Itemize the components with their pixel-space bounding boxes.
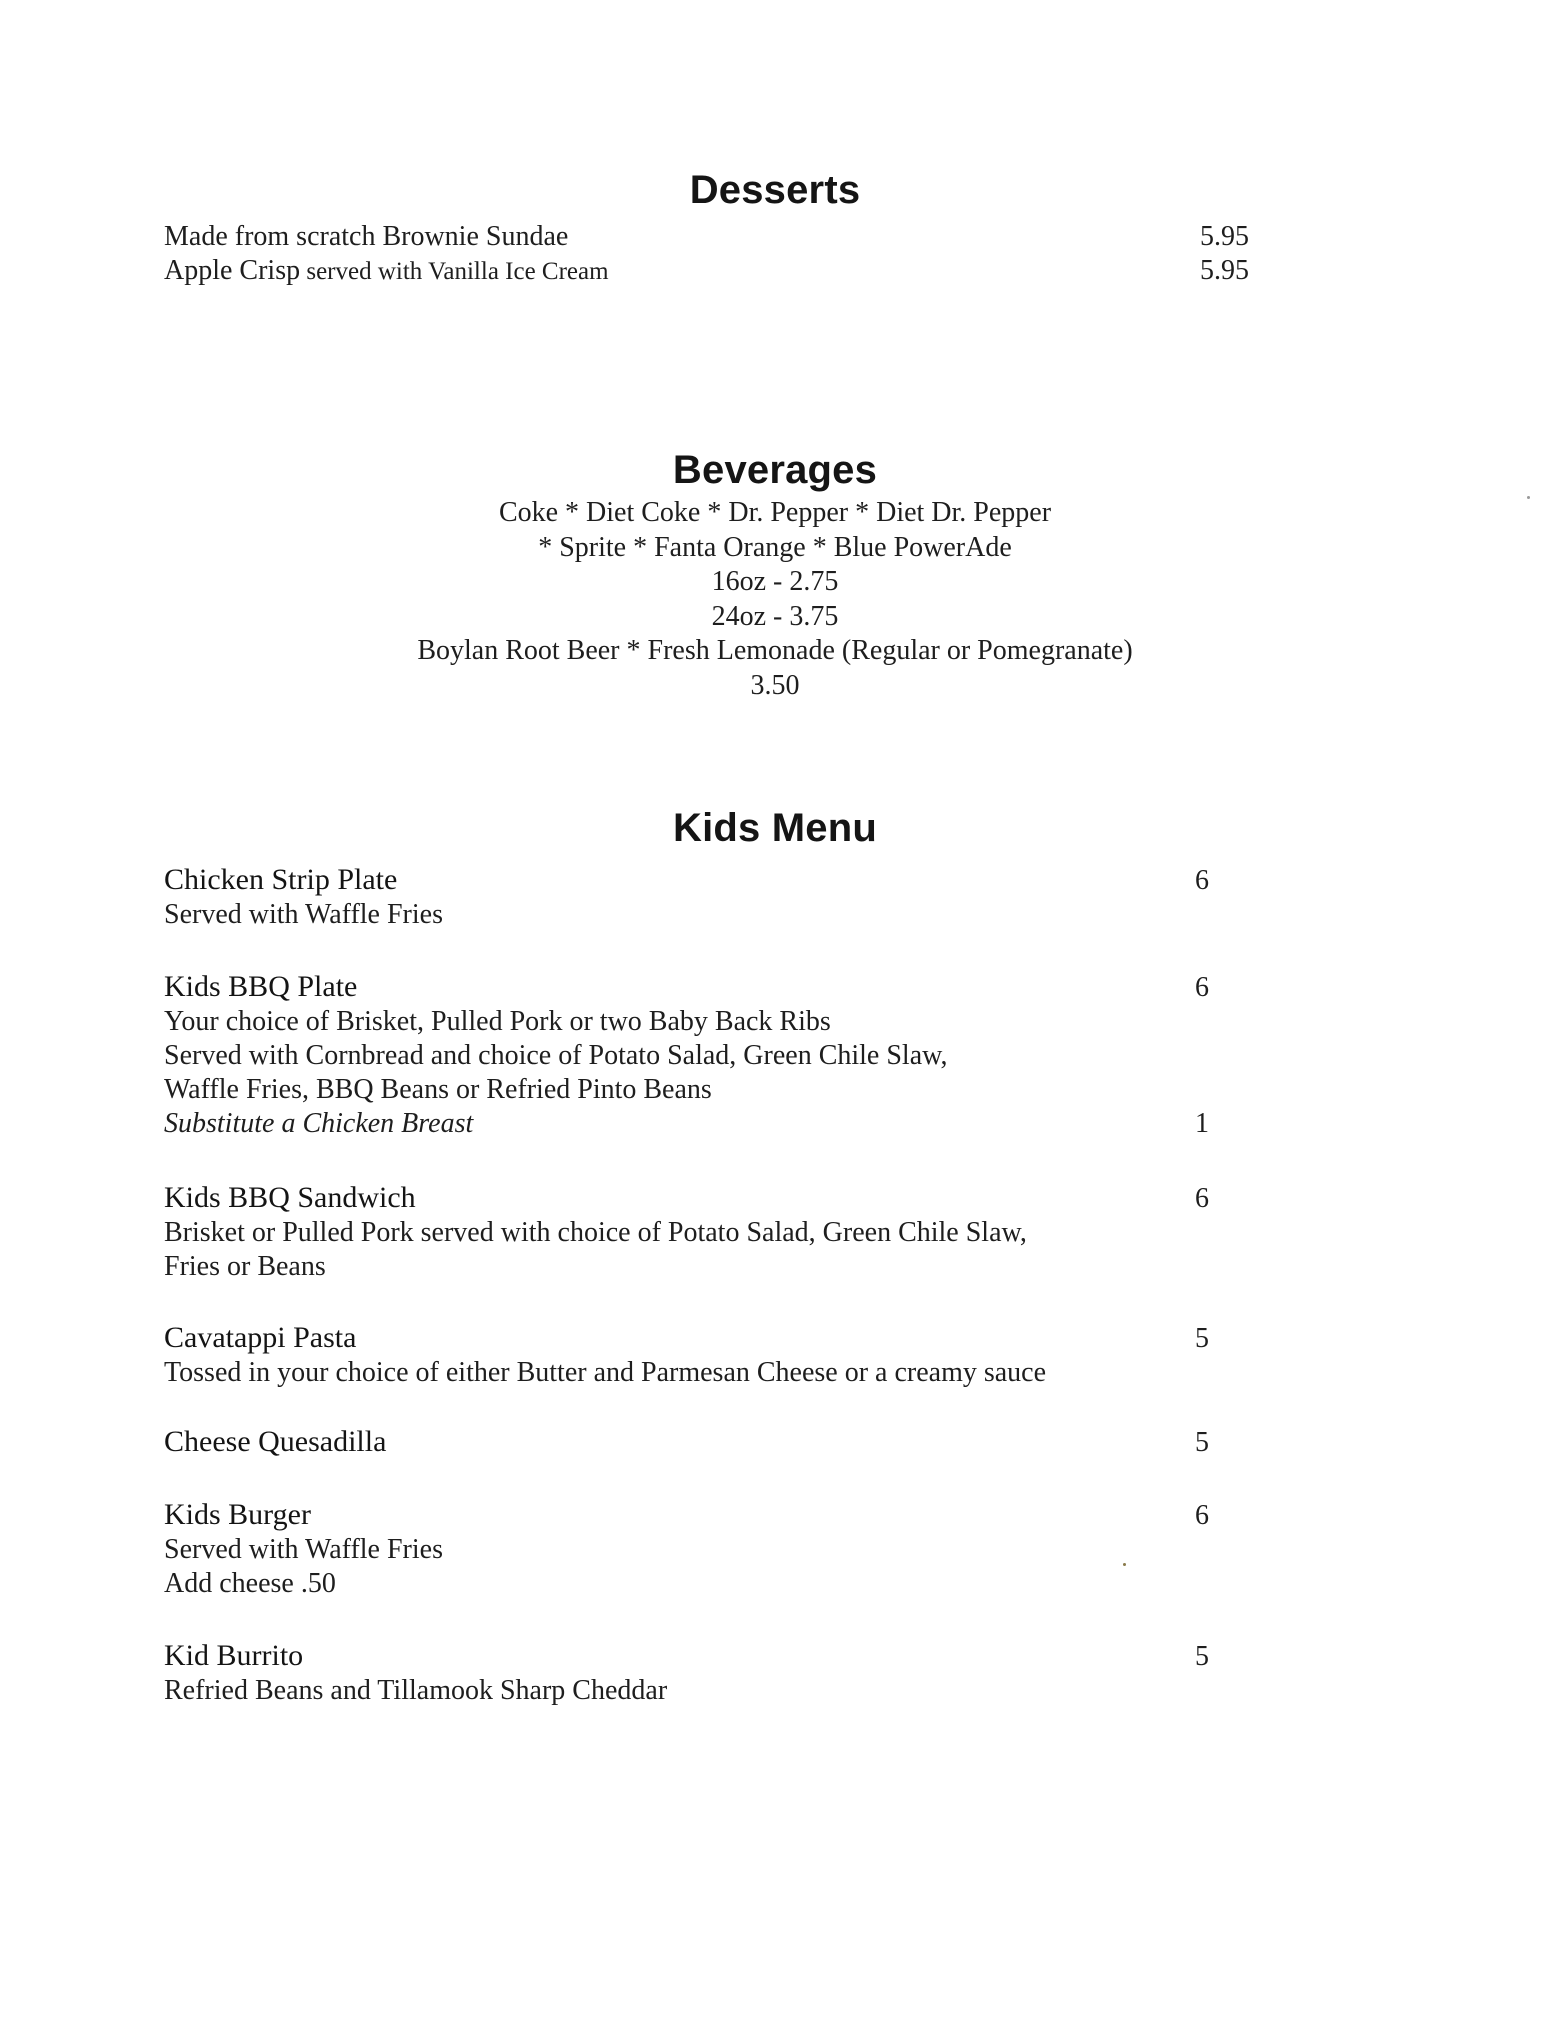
beverages-list (0, 496, 1550, 703)
item-name: Cheese Quesadilla (164, 1425, 387, 1458)
substitution-price: 1 (1195, 1108, 1209, 1139)
kids-menu-item (164, 1180, 1214, 1284)
scan-speck (1123, 1563, 1126, 1566)
dessert-item-name: Apple Crisp served with Vanilla Ice Cream (164, 255, 609, 286)
item-description: Served with Waffle Fries (164, 1534, 443, 1565)
item-price: 5 (1195, 1427, 1209, 1458)
item-description: Waffle Fries, BBQ Beans or Refried Pinto Beans (164, 1074, 712, 1105)
item-description: Fries or Beans (164, 1251, 326, 1282)
item-description: Brisket or Pulled Pork served with choice of Potato Salad, Green Chile Slaw, (164, 1217, 1027, 1248)
beverage-price-line: 3.50 (750, 669, 800, 701)
item-description: Served with Cornbread and choice of Potato Salad, Green Chile Slaw, (164, 1040, 948, 1071)
item-description: Refried Beans and Tillamook Sharp Cheddar (164, 1675, 668, 1706)
item-substitution (164, 1107, 1214, 1141)
item-price: 6 (1195, 972, 1209, 1003)
item-name: Chicken Strip Plate (164, 863, 398, 896)
kids-menu-item (164, 1424, 1214, 1460)
scan-speck (1527, 496, 1530, 499)
item-name: Kid Burrito (164, 1639, 304, 1672)
beverages-title: Beverages (672, 448, 878, 492)
item-description: Served with Waffle Fries (164, 899, 443, 930)
item-name: Kids BBQ Plate (164, 970, 358, 1003)
dessert-item (164, 220, 1249, 254)
beverage-price-line: 16oz - 2.75 (711, 566, 839, 597)
dessert-item (164, 254, 1249, 289)
dessert-item-price: 5.95 (1200, 221, 1249, 252)
desserts-title: Desserts (689, 168, 861, 212)
item-add-on: Add cheese .50 (164, 1568, 336, 1599)
substitution-label: Substitute a Chicken Breast (164, 1108, 474, 1139)
beverage-line: Boylan Root Beer * Fresh Lemonade (Regular or Pomegranate) (417, 635, 1133, 666)
beverage-line: * Sprite * Fanta Orange * Blue PowerAde (538, 531, 1012, 563)
item-name: Kids BBQ Sandwich (164, 1181, 416, 1214)
item-price: 6 (1195, 865, 1209, 896)
kids-menu-item (164, 1638, 1214, 1708)
beverage-line: Coke * Diet Coke * Dr. Pepper * Diet Dr. Pepper (498, 497, 1052, 528)
kids-menu-item (164, 862, 1214, 932)
item-price: 5 (1195, 1641, 1209, 1672)
kids-menu-item (164, 969, 1214, 1141)
beverage-price-line: 24oz - 3.75 (711, 600, 839, 632)
item-price: 6 (1195, 1183, 1209, 1214)
item-description: Your choice of Brisket, Pulled Pork or two Baby Back Ribs (164, 1006, 831, 1037)
dessert-item-name: Made from scratch Brownie Sundae (164, 221, 569, 252)
item-price: 5 (1195, 1323, 1209, 1354)
kids-menu-item (164, 1497, 1214, 1601)
item-name: Cavatappi Pasta (164, 1321, 357, 1354)
item-price: 6 (1195, 1500, 1209, 1531)
item-description: Tossed in your choice of either Butter and Parmesan Cheese or a creamy sauce (164, 1357, 1047, 1388)
kids-menu-title: Kids Menu (672, 806, 878, 850)
kids-menu-item (164, 1320, 1214, 1390)
item-name: Kids Burger (164, 1498, 311, 1531)
dessert-item-price: 5.95 (1200, 255, 1249, 286)
